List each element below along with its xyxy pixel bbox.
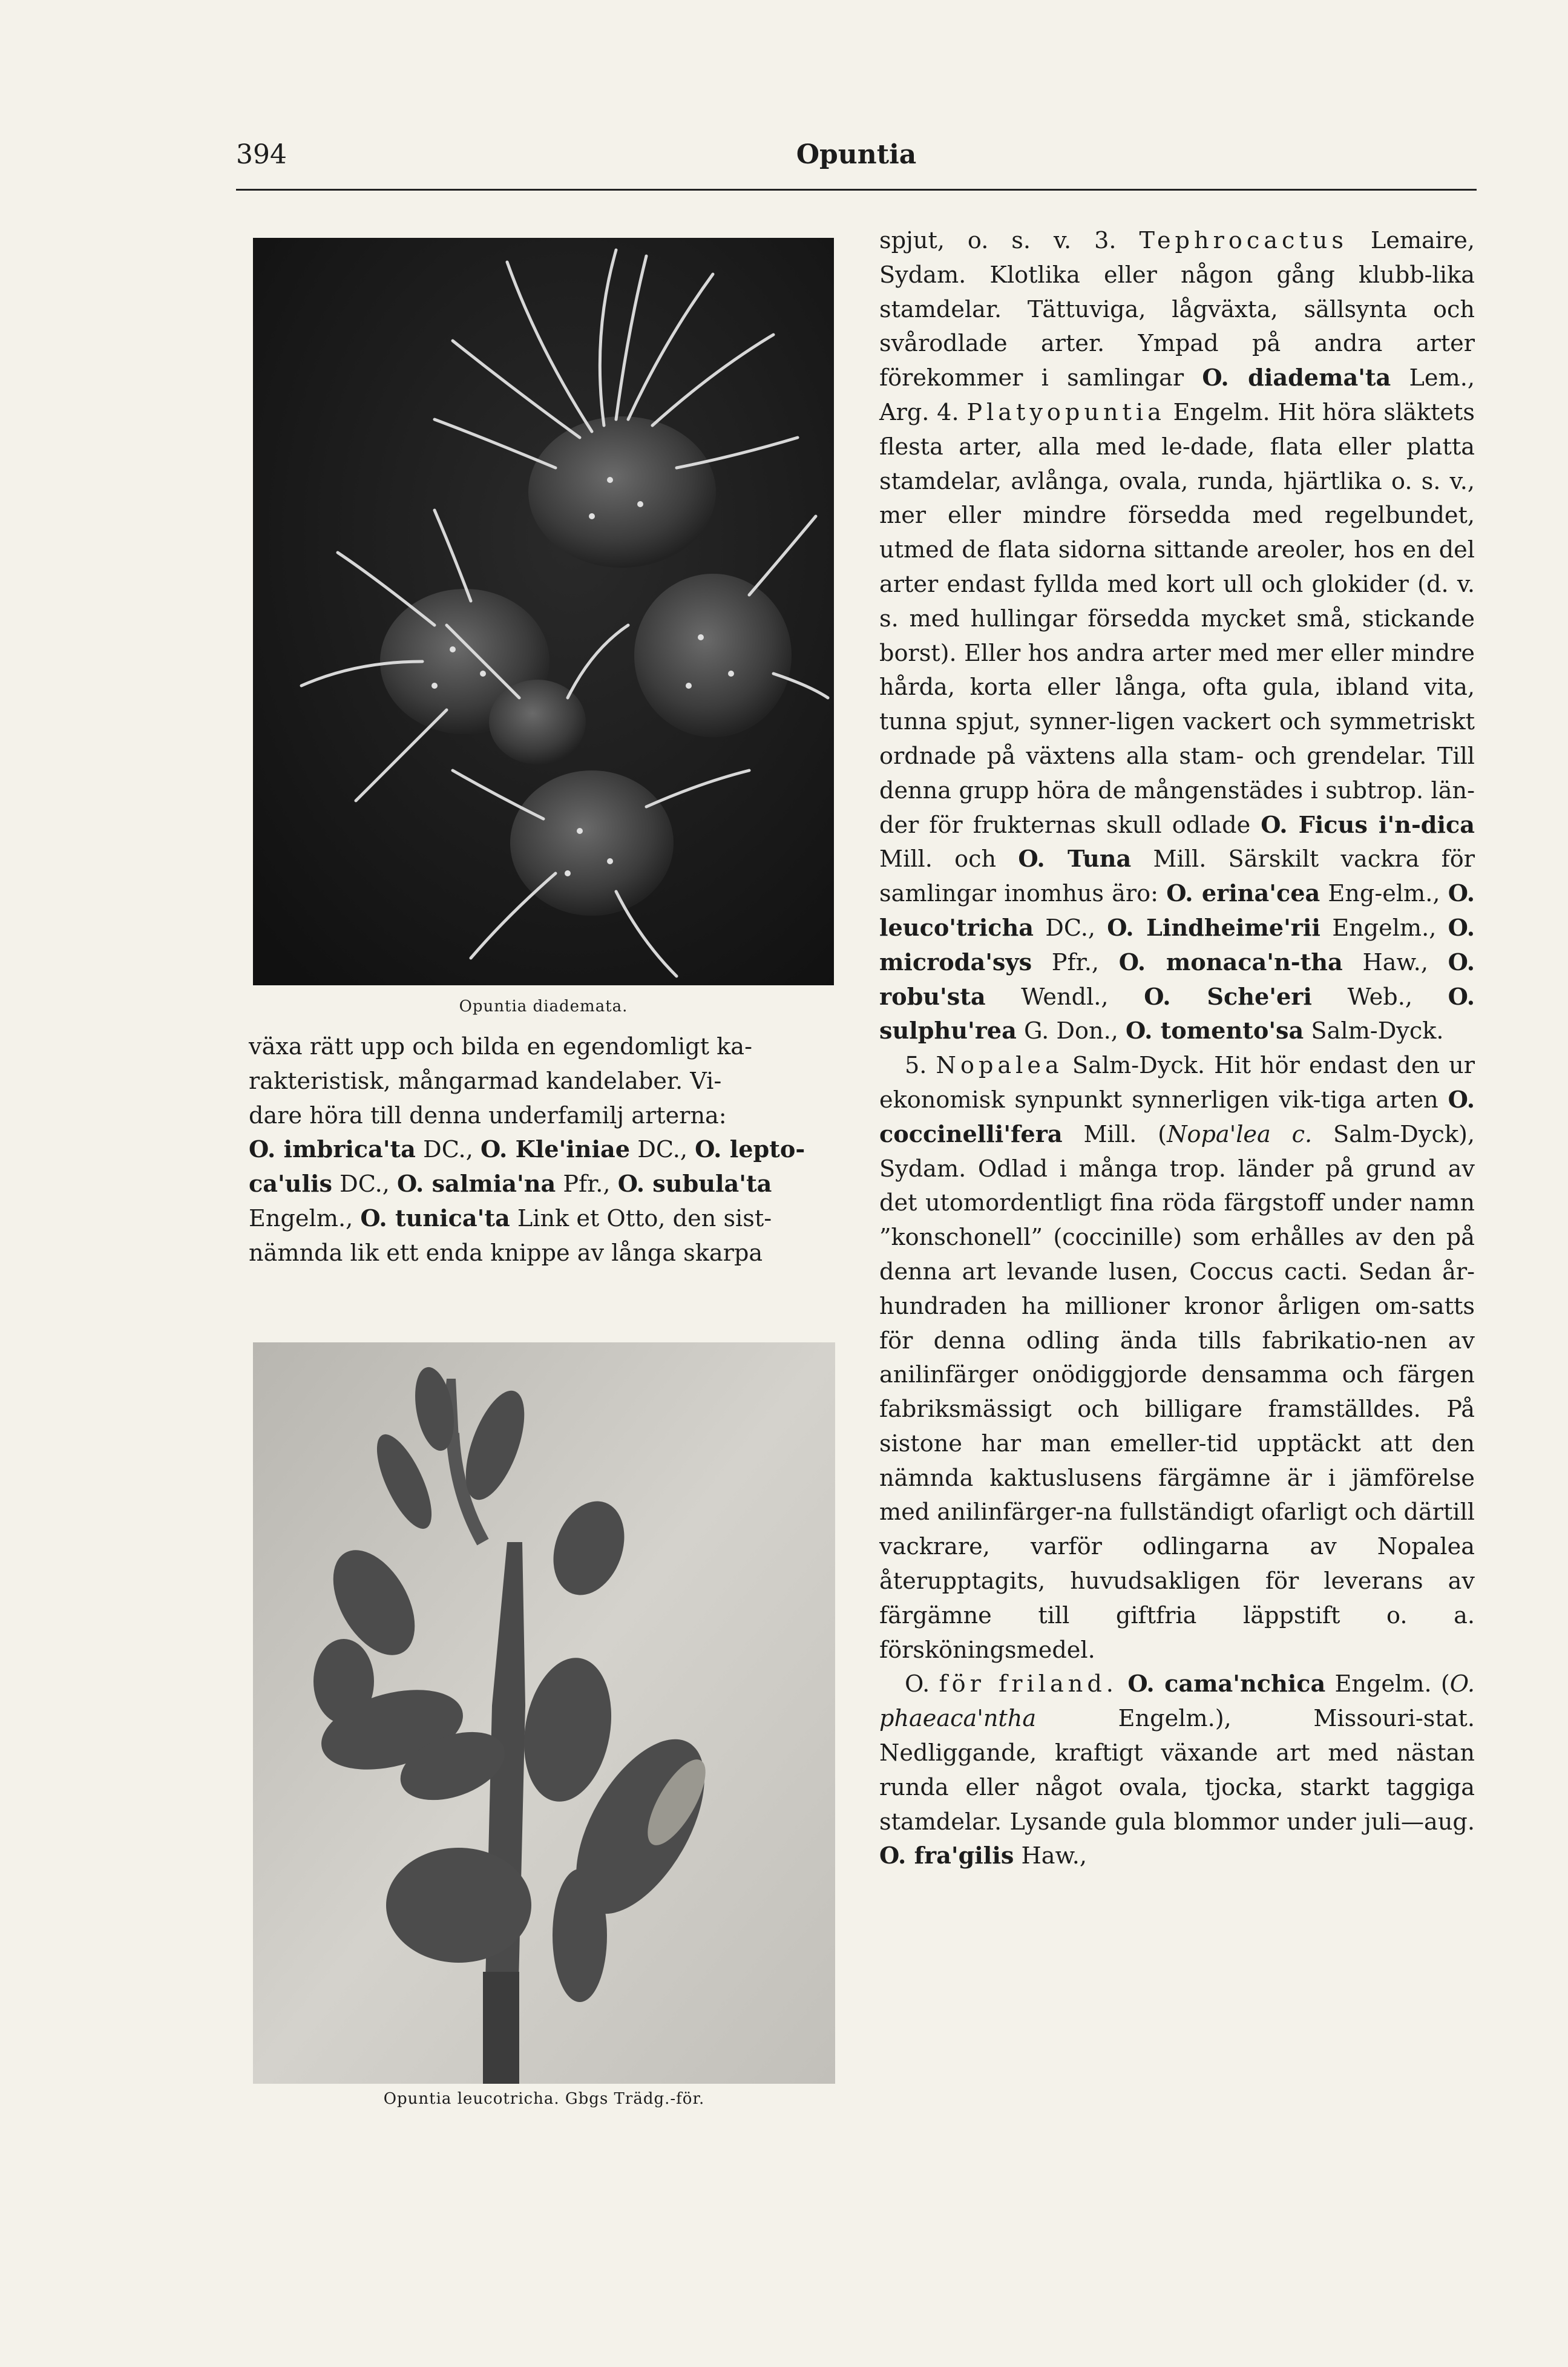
- photo-opuntia-leucotricha: [253, 1342, 835, 2084]
- species-name: O. fra'gilis: [879, 1842, 1014, 1870]
- species-name: O. leuco'tricha: [879, 880, 1475, 942]
- synonym-name: Nopa'lea c.: [1167, 1121, 1313, 1148]
- text-run: DC.,: [1034, 914, 1107, 942]
- cactus-photo-2-graphic: [253, 1342, 835, 2084]
- species-name: O. Sche'eri: [1144, 983, 1312, 1011]
- text-line: dare höra till denna underfamilj arterna:: [249, 1102, 727, 1129]
- page-number: 394: [236, 139, 287, 170]
- species-name: O. tunica'ta: [360, 1204, 510, 1232]
- species-name: O. Ficus i'n-dica: [1261, 811, 1475, 839]
- paragraph-subgenera: [879, 224, 1475, 1049]
- text-run: Lemaire, Sydam. Klotlika eller någon gång klubb-lika stamdelar. Tättuviga, lågväxta, sällsynta och svårodlade arter. Ympad på andra arter förekommer i samlingar: [879, 228, 1475, 392]
- text-run: Web.,: [1311, 983, 1448, 1011]
- species-name: O. sulphu'rea: [879, 983, 1475, 1045]
- text-line: rakteristisk, mångarmad kandelaber. Vi-: [249, 1068, 722, 1095]
- text-run: Mill. Särskilt vackra för samlingar inomhus äro:: [879, 846, 1475, 908]
- text-line: [249, 1202, 842, 1236]
- text-run: Engelm. Hit höra släktets flesta arter, alla med le-dade, flata eller platta stamdelar, avlånga, ovala, runda, hjärtlika o. s. v., mer eller mindre försedda med regelbundet, utmed de flata sidorna sittande areoler, hos en del arter endast fyllda med kort ull och glokider (d. v. s. med hullingar försedda mycket små, stickande borst). Eller hos andra arter med mer eller mindre hårda, korta eller långa, ofta gula, ibland vita, tunna spjut, synner-ligen vackert och symmetriskt ordnade på växtens alla stam- och grendelar. Till denna grupp höra de mångenstädes i subtrop. län-der för frukternas skull odlade: [879, 399, 1475, 839]
- section-name-spaced: för friland.: [939, 1671, 1118, 1698]
- text-run: Eng-elm.,: [1320, 881, 1448, 908]
- text-run: Mill. och: [879, 846, 1019, 873]
- species-name: O. microda'sys: [879, 914, 1475, 976]
- figure-caption-2: Opuntia leucotricha. Gbgs Trädg.-för.: [383, 2090, 705, 2108]
- text-run: Mill. (: [1062, 1121, 1167, 1148]
- text-run: Salm-Dyck. Hit hör endast den ur ekonomisk synpunkt synnerligen vik-tiga arten: [879, 1052, 1475, 1114]
- text-run: Wendl.,: [985, 983, 1144, 1011]
- species-name: O. salmia'na: [397, 1170, 556, 1198]
- text-run: G. Don.,: [1016, 1018, 1126, 1045]
- genus-name-spaced: Platyopuntia: [966, 399, 1166, 426]
- running-title: Opuntia: [796, 139, 917, 170]
- text-run: Lem., Arg. 4.: [879, 365, 1475, 426]
- paragraph-friland: [879, 1667, 1475, 1874]
- text-run: Engelm.), Missouri-stat. Nedliggande, kraftigt växande art med nästan runda eller något ovala, tjocka, starkt taggiga stamdelar. Lysande gula blommor under juli—aug.: [879, 1705, 1475, 1836]
- text-run: Engelm. (: [1325, 1671, 1450, 1698]
- species-name: O. Tuna: [1018, 845, 1132, 873]
- species-name: ca'ulis: [249, 1170, 332, 1198]
- species-name: O. erina'cea: [1166, 880, 1320, 908]
- text-run: Engelm.,: [1320, 914, 1448, 942]
- text-run: Salm-Dyck), Sydam. Odlad i många trop. länder på grund av det utomordentligt fina röda färgstoff under namn ”konschonell” (coccinille) som erhålles av den på denna art levande lusen, Coccus cacti. Sedan år-hundraden ha millioner kronor årligen om-satts för denna odling ända tills fabrikatio-nen av anilinfärger onödiggjorde densamma och färgen fabriksmässigt och billigare framställdes. På sistone har man emeller-tid upptäckt att den nämnda kaktuslusens färgämne är i jämförelse med anilinfärger-na fullständigt ofarligt och därtill vackrare, varför odlingarna av Nopalea återupptagits, huvudsakligen för leverans av färgämne till giftfria läppstift o. a. försköningsmedel.: [879, 1121, 1475, 1664]
- species-name: O. Kle'iniae: [480, 1136, 631, 1164]
- text-run: O.: [905, 1671, 939, 1698]
- text-run: Pfr.,: [1032, 949, 1119, 976]
- text-run: 5.: [905, 1052, 936, 1080]
- figure-caption-1: Opuntia diademata.: [459, 997, 628, 1016]
- species-name: O. imbrica'ta: [249, 1136, 416, 1164]
- species-name: O. lepto-: [695, 1136, 805, 1164]
- species-name: O. diadema'ta: [1202, 364, 1391, 392]
- author-abbrev: DC.,: [630, 1137, 695, 1164]
- text-line: nämnda lik ett enda knippe av långa skarpa: [249, 1239, 763, 1267]
- text-run: Salm-Dyck.: [1304, 1018, 1444, 1045]
- author-abbrev: Engelm.,: [249, 1205, 361, 1232]
- author-abbrev: DC.,: [332, 1171, 397, 1198]
- synonym-name: O. phaeaca'ntha: [879, 1671, 1475, 1733]
- text-run: spjut, o. s. v. 3.: [879, 228, 1140, 254]
- species-name: O. robu'sta: [879, 948, 1475, 1011]
- species-name: O. Lindheime'rii: [1107, 914, 1320, 942]
- author-abbrev: Pfr.,: [556, 1171, 618, 1198]
- page-header: [236, 139, 1477, 176]
- text-line: [249, 1133, 842, 1167]
- species-name: O. coccinelli'fera: [879, 1086, 1475, 1148]
- author-abbrev: DC.,: [415, 1137, 481, 1164]
- right-column-text: [879, 224, 1475, 1874]
- species-name: O. monaca'n-tha: [1118, 948, 1343, 976]
- text-line: [249, 1167, 842, 1202]
- genus-name-spaced: Tephrocactus: [1139, 228, 1348, 254]
- species-name: O. cama'nchica: [1117, 1670, 1326, 1698]
- text-run: Link et Otto, den sist-: [510, 1205, 772, 1232]
- left-column-text: [249, 1030, 842, 1271]
- text-run: Haw.,: [1014, 1843, 1087, 1870]
- paragraph-nopalea: [879, 1049, 1475, 1667]
- species-name: O. subula'ta: [617, 1170, 772, 1198]
- text-run: Haw.,: [1342, 949, 1448, 976]
- text-line: växa rätt upp och bilda en egendomligt ka-: [249, 1034, 752, 1060]
- header-rule: [236, 189, 1477, 191]
- photo-opuntia-diademata: [253, 238, 834, 985]
- genus-name-spaced: Nopalea: [936, 1052, 1063, 1080]
- cactus-photo-1-graphic: [253, 238, 834, 985]
- species-name: O. tomento'sa: [1126, 1017, 1304, 1045]
